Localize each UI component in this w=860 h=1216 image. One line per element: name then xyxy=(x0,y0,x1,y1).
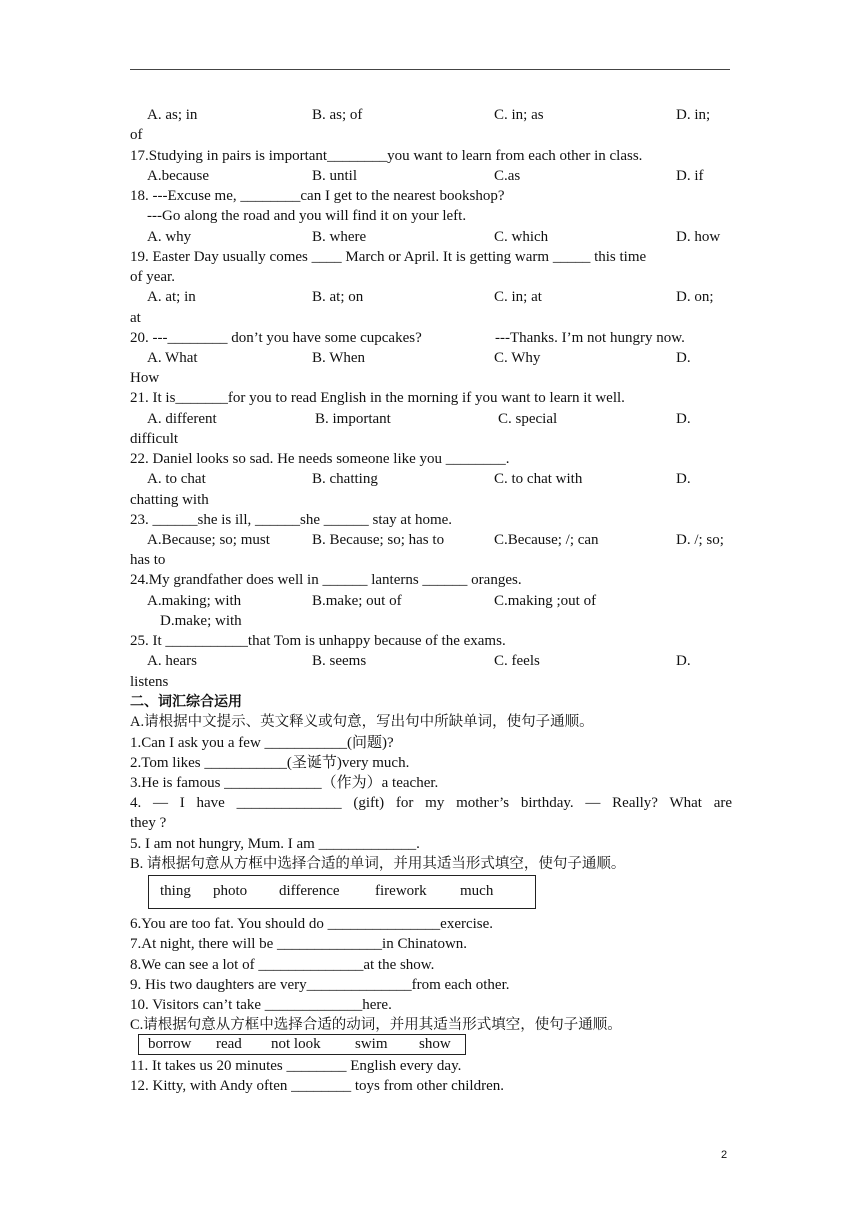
partC-word-3: not look xyxy=(271,1036,321,1052)
q21-option-a: A. different xyxy=(147,411,217,427)
q24-options xyxy=(130,591,735,611)
q22-option-d: D. xyxy=(676,471,691,487)
partB-word-3: difference xyxy=(279,883,340,899)
q21-option-d: D. xyxy=(676,411,691,427)
partC-word-4: swim xyxy=(355,1036,388,1052)
partC-word-box xyxy=(138,1034,466,1055)
q18-reply: ---Go along the road and you will find it on your left. xyxy=(147,208,467,224)
section2-partB-instruction: B. 请根据句意从方框中选择合适的单词，并用其适当形式填空，使句子通顺。 xyxy=(130,856,626,872)
q25-stem: 25. It ___________that Tom is unhappy because of the exams. xyxy=(130,633,506,649)
partB-word-box xyxy=(148,875,536,909)
q19-option-b: B. at; on xyxy=(312,289,364,305)
q24-option-d: D.make; with xyxy=(160,613,242,629)
q18-option-a: A. why xyxy=(147,229,192,245)
page-number: 2 xyxy=(721,1149,728,1161)
partA-item-4-cont: they ? xyxy=(130,815,167,831)
q19-option-c: C. in; at xyxy=(494,289,542,305)
q20-option-c: C. Why xyxy=(494,350,541,366)
q17-option-c: C.as xyxy=(494,168,521,184)
partB-item-10: 10. Visitors can’t take _____________here. xyxy=(130,997,392,1013)
q20-option-d: D. xyxy=(676,350,691,366)
q22-option-b: B. chatting xyxy=(312,471,378,487)
q24-option-a: A.making; with xyxy=(147,593,242,609)
q20-option-a: A. What xyxy=(147,350,198,366)
q24-option-b: B.make; out of xyxy=(312,593,402,609)
q17-stem: 17.Studying in pairs is important________you want to learn from each other in class. xyxy=(130,148,643,164)
q25-option-c: C. feels xyxy=(494,653,540,669)
partB-word-4: firework xyxy=(375,883,427,899)
q19-stem-cont: of year. xyxy=(130,269,175,285)
section2-title: 二、词汇综合运用 xyxy=(130,694,242,710)
partA-item-5: 5. I am not hungry, Mum. I am _____________. xyxy=(130,836,420,852)
q18-options xyxy=(130,227,735,247)
partB-item-6: 6.You are too fat. You should do _______________exercise. xyxy=(130,916,494,932)
partB-word-5: much xyxy=(460,883,494,899)
q21-option-d-wrap: difficult xyxy=(130,431,179,447)
q18-option-d: D. how xyxy=(676,229,721,245)
q16-option-d-wrap: of xyxy=(130,127,143,143)
q23-option-a: A.Because; so; must xyxy=(147,532,270,548)
q19-option-a: A. at; in xyxy=(147,289,196,305)
q21-option-c: C. special xyxy=(498,411,558,427)
partB-word-1: thing xyxy=(160,883,191,899)
q21-stem: 21. It is_______for you to read English in the morning if you want to learn it well. xyxy=(130,390,625,406)
q19-options xyxy=(130,287,735,307)
q16-option-d: D. in; xyxy=(676,107,711,123)
q18-stem: 18. ---Excuse me, ________can I get to the nearest bookshop? xyxy=(130,188,505,204)
q21-option-b: B. important xyxy=(315,411,391,427)
q23-option-d: D. /; so; xyxy=(676,532,724,548)
partA-item-4: 4. — I have ______________ (gift) for my mother’s birthday. — Really? What are xyxy=(130,795,732,811)
q24-stem: 24.My grandfather does well in ______ lanterns ______ oranges. xyxy=(130,572,522,588)
q20-options xyxy=(130,348,735,368)
q20-stem: 20. ---________ don’t you have some cupcakes? xyxy=(130,330,422,346)
q17-option-d: D. if xyxy=(676,168,704,184)
q17-option-b: B. until xyxy=(312,168,358,184)
q23-options xyxy=(130,530,735,550)
q23-stem: 23. ______she is ill, ______she ______ stay at home. xyxy=(130,512,453,528)
q17-option-a: A.because xyxy=(147,168,210,184)
q21-options xyxy=(130,409,735,429)
q25-option-d: D. xyxy=(676,653,691,669)
section2-partA-instruction: A.请根据中文提示、英文释义或句意，写出句中所缺单词，使句子通顺。 xyxy=(130,714,594,730)
partB-word-2: photo xyxy=(213,883,248,899)
section2-partC-instruction: C.请根据句意从方框中选择合适的动词，并用其适当形式填空，使句子通顺。 xyxy=(130,1017,622,1033)
q22-stem: 22. Daniel looks so sad. He needs someone like you ________. xyxy=(130,451,510,467)
q24-option-c: C.making ;out of xyxy=(494,593,597,609)
partC-word-2: read xyxy=(216,1036,242,1052)
partC-item-11: 11. It takes us 20 minutes ________ English every day. xyxy=(130,1058,462,1074)
q17-options xyxy=(130,166,735,186)
q25-option-b: B. seems xyxy=(312,653,367,669)
q23-option-d-wrap: has to xyxy=(130,552,166,568)
q16-option-c: C. in; as xyxy=(494,107,544,123)
q22-option-d-wrap: chatting with xyxy=(130,492,209,508)
q23-option-c: C.Because; /; can xyxy=(494,532,599,548)
q22-option-c: C. to chat with xyxy=(494,471,583,487)
partA-item-3: 3.He is famous _____________（作为）a teacher. xyxy=(130,775,439,791)
q25-option-d-wrap: listens xyxy=(130,674,169,690)
q19-option-d: D. on; xyxy=(676,289,714,305)
partA-item-2: 2.Tom likes ___________(圣诞节)very much. xyxy=(130,755,410,771)
q22-option-a: A. to chat xyxy=(147,471,206,487)
q22-options xyxy=(130,469,735,489)
partB-item-8: 8.We can see a lot of ______________at the show. xyxy=(130,957,435,973)
q20-option-b: B. When xyxy=(312,350,366,366)
partC-word-5: show xyxy=(419,1036,451,1052)
q19-option-d-wrap: at xyxy=(130,310,141,326)
q25-option-a: A. hears xyxy=(147,653,197,669)
q23-option-b: B. Because; so; has to xyxy=(312,532,445,548)
q25-options xyxy=(130,651,735,671)
partB-item-7: 7.At night, there will be ______________in Chinatown. xyxy=(130,936,468,952)
q19-stem: 19. Easter Day usually comes ____ March or April. It is getting warm _____ this time xyxy=(130,249,647,265)
header-rule xyxy=(130,69,730,70)
q18-option-c: C. which xyxy=(494,229,549,245)
partA-item-1: 1.Can I ask you a few ___________(问题)? xyxy=(130,735,394,751)
q20-reply: ---Thanks. I’m not hungry now. xyxy=(495,330,685,346)
q20-option-d-wrap: How xyxy=(130,370,160,386)
partB-item-9: 9. His two daughters are very______________from each other. xyxy=(130,977,510,993)
q16-option-b: B. as; of xyxy=(312,107,363,123)
q16-options xyxy=(130,105,735,125)
q20-stem-line xyxy=(130,328,735,348)
partC-item-12: 12. Kitty, with Andy often ________ toys from other children. xyxy=(130,1078,504,1094)
partC-word-1: borrow xyxy=(148,1036,192,1052)
q18-option-b: B. where xyxy=(312,229,367,245)
q16-option-a: A. as; in xyxy=(147,107,198,123)
